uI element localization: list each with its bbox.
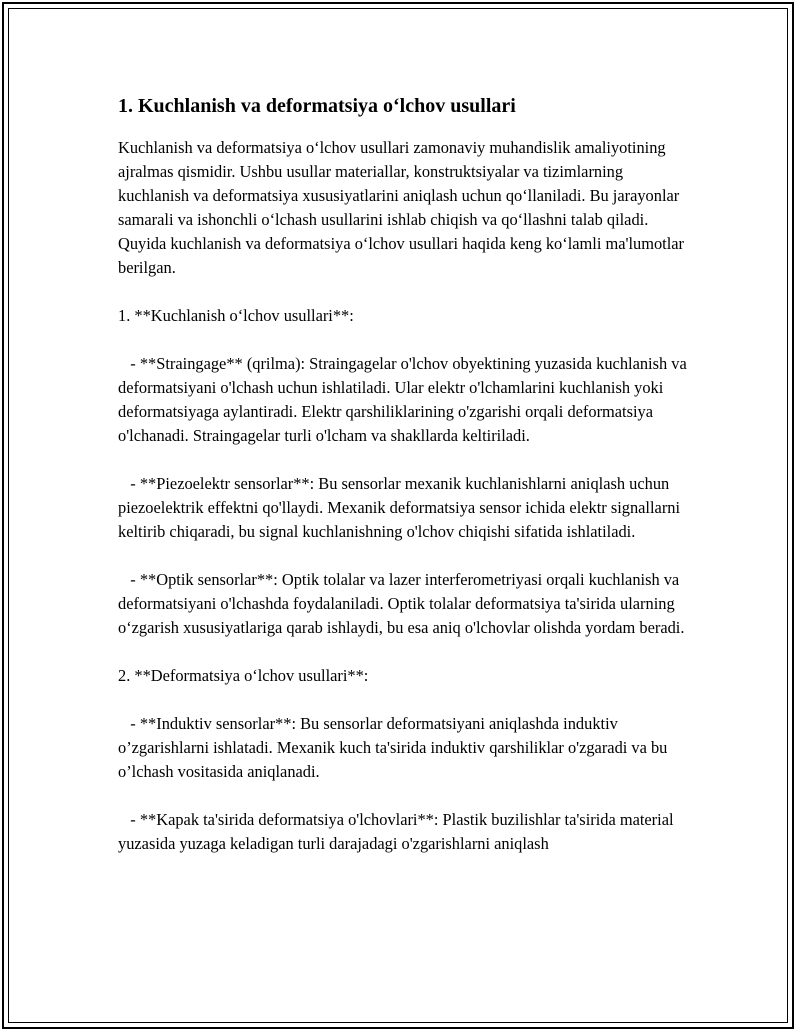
document-title: 1. Kuchlanish va deformatsiya o‘lchov usullari (118, 95, 516, 117)
document-body (118, 92, 698, 880)
bullet-induktiv: - **Induktiv sensorlar**: Bu sensorlar deformatsiyani aniqlashda induktiv o’zgarishlarni ishlatadi. Mexanik kuch ta'sirida induktiv qarshiliklar o'zgaradi va bu o’lchash vositasida aniqlanadi. (118, 714, 672, 781)
intro-paragraph: Kuchlanish va deformatsiya o‘lchov usullari zamonaviy muhandislik amaliyotining ajralmas qismidir. Ushbu usullar materiallar, konstruktsiyalar va tizimlarning kuchlanish va deformatsiya xususiyatlarini aniqlash uchun qo‘llaniladi. Bu jarayonlar samarali va ishonchli o‘lchash usullarini ishlab chiqish va qo‘llashni talab qiladi. Quyida kuchlanish va deformatsiya o‘lchov usullari haqida keng ko‘lamli ma'lumotlar berilgan. (118, 138, 689, 277)
bullet-optik: - **Optik sensorlar**: Optik tolalar va lazer interferometriyasi orqali kuchlanish va deformatsiyani o'lchashda foydalaniladi. Optik tolalar deformatsiya ta'sirida ularning o‘zgarish xususiyatlariga qarab ishlaydi, bu esa aniq o'lchovlar olishda yordam beradi. (118, 570, 685, 637)
section-heading-deformatsiya: 2. **Deformatsiya o‘lchov usullari**: (118, 666, 369, 685)
bullet-piezoelektr: - **Piezoelektr sensorlar**: Bu sensorlar mexanik kuchlanishlarni aniqlash uchun piezoelektrik effektni qo'llaydi. Mexanik deformatsiya sensor ichida elektr signallarni keltirib chiqaradi, bu signal kuchlanishning o'lchov chiqishi sifatida ishlatiladi. (118, 474, 685, 541)
bullet-straingage: - **Straingage** (qrilma): Straingagelar o'lchov obyektining yuzasida kuchlanish va deformatsiyani o'lchash uchun ishlatiladi. Ular elektr o'lchamlarini kuchlanish yoki deformatsiyaga aylantiradi. Elektr qarshiliklarining o'zgarishi orqali deformatsiya o'lchanadi. Straingagelar turli o'lcham va shakllarda keltiriladi. (118, 354, 691, 445)
bullet-kapak: - **Kapak ta'sirida deformatsiya o'lchovlari**: Plastik buzilishlar ta'sirida material yuzasida yuzaga keladigan turli darajadagi o'zgarishlarni aniqlash (118, 810, 678, 853)
section-heading-kuchlanish: 1. **Kuchlanish o‘lchov usullari**: (118, 306, 354, 325)
